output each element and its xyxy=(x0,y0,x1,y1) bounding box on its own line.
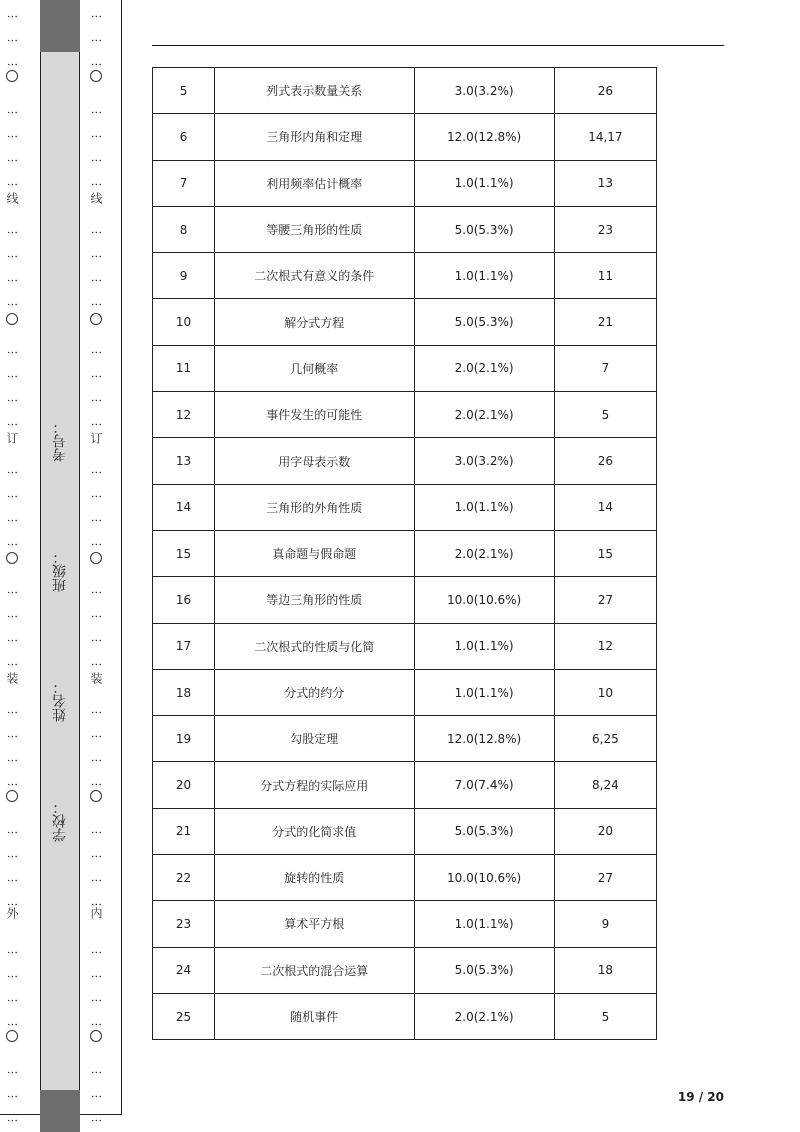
seal-dots: ⋮ xyxy=(90,298,103,310)
class-label: 班级： xyxy=(52,550,68,592)
row-number-cell: 5 xyxy=(153,68,215,114)
seal-dots: ⋮ xyxy=(90,250,103,262)
row-number-cell: 10 xyxy=(153,299,215,345)
item-numbers-cell: 15 xyxy=(554,530,656,576)
table-row xyxy=(153,530,657,576)
seal-dots: ⋮ xyxy=(90,490,103,502)
header-rule xyxy=(152,45,724,46)
seal-dots: ⋮ xyxy=(6,1114,19,1126)
table-row xyxy=(153,160,657,206)
seal-dots: ⋮ xyxy=(90,946,103,958)
score-cell: 2.0(2.1%) xyxy=(414,993,554,1039)
exam-number-field[interactable] xyxy=(40,352,80,462)
seal-char: 订 xyxy=(89,432,103,444)
seal-dots: ⋮ xyxy=(6,34,19,46)
seal-dots: ⋮ xyxy=(6,298,19,310)
row-number-cell: 20 xyxy=(153,762,215,808)
score-cell: 10.0(10.6%) xyxy=(414,577,554,623)
topic-cell: 用字母表示数 xyxy=(215,438,414,484)
seal-dots: ⋮ xyxy=(6,730,19,742)
score-cell: 2.0(2.1%) xyxy=(414,392,554,438)
seal-dots: ⋮ xyxy=(90,970,103,982)
row-number-cell: 24 xyxy=(153,947,215,993)
seal-dots: ⋮ xyxy=(6,610,19,622)
seal-char: 装 xyxy=(89,672,103,684)
row-number-cell: 8 xyxy=(153,206,215,252)
seal-dots: ⋮ xyxy=(6,946,19,958)
table-row xyxy=(153,762,657,808)
seal-char: 装 xyxy=(5,672,19,684)
seal-dots: ⋮ xyxy=(6,778,19,790)
score-cell: 5.0(5.3%) xyxy=(414,808,554,854)
table-row xyxy=(153,855,657,901)
topic-cell: 随机事件 xyxy=(215,993,414,1039)
seal-circle-icon xyxy=(90,313,102,325)
table-row xyxy=(153,623,657,669)
table-row xyxy=(153,253,657,299)
topic-cell: 算术平方根 xyxy=(215,901,414,947)
seal-dots: ⋮ xyxy=(6,250,19,262)
row-number-cell: 18 xyxy=(153,669,215,715)
seal-dots: ⋮ xyxy=(90,1114,103,1126)
row-number-cell: 12 xyxy=(153,392,215,438)
seal-circle-icon xyxy=(90,552,102,564)
seal-dots: ⋮ xyxy=(90,994,103,1006)
seal-char: 订 xyxy=(5,432,19,444)
score-cell: 1.0(1.1%) xyxy=(414,669,554,715)
table-row xyxy=(153,299,657,345)
seal-dots: ⋮ xyxy=(90,130,103,142)
seal-dots: ⋮ xyxy=(6,850,19,862)
topic-cell: 二次根式的混合运算 xyxy=(215,947,414,993)
table-row xyxy=(153,669,657,715)
seal-dots: ⋮ xyxy=(6,1018,19,1030)
seal-dots: ⋮ xyxy=(6,874,19,886)
score-cell: 3.0(3.2%) xyxy=(414,68,554,114)
seal-dots: ⋮ xyxy=(6,754,19,766)
seal-dots: ⋮ xyxy=(6,490,19,502)
topic-cell: 分式的约分 xyxy=(215,669,414,715)
topic-cell: 几何概率 xyxy=(215,345,414,391)
score-cell: 5.0(5.3%) xyxy=(414,299,554,345)
table-row xyxy=(153,901,657,947)
table-row xyxy=(153,993,657,1039)
seal-dots: ⋮ xyxy=(90,658,103,670)
table-row xyxy=(153,484,657,530)
item-numbers-cell: 9 xyxy=(554,901,656,947)
seal-dots: ⋮ xyxy=(90,34,103,46)
table-row xyxy=(153,114,657,160)
seal-dots: ⋮ xyxy=(90,226,103,238)
item-numbers-cell: 27 xyxy=(554,577,656,623)
seal-circle-icon xyxy=(6,313,18,325)
seal-dots: ⋮ xyxy=(6,466,19,478)
score-cell: 2.0(2.1%) xyxy=(414,530,554,576)
score-cell: 7.0(7.4%) xyxy=(414,762,554,808)
topic-cell: 等边三角形的性质 xyxy=(215,577,414,623)
seal-dots: ⋮ xyxy=(90,418,103,430)
seal-dots: ⋮ xyxy=(90,754,103,766)
row-number-cell: 21 xyxy=(153,808,215,854)
table-row xyxy=(153,808,657,854)
item-numbers-cell: 26 xyxy=(554,438,656,484)
row-number-cell: 23 xyxy=(153,901,215,947)
seal-dots: ⋮ xyxy=(6,898,19,910)
seal-dots: ⋮ xyxy=(90,538,103,550)
seal-dots: ⋮ xyxy=(90,1018,103,1030)
row-number-cell: 17 xyxy=(153,623,215,669)
row-number-cell: 15 xyxy=(153,530,215,576)
seal-dots: ⋮ xyxy=(6,346,19,358)
table-row xyxy=(153,577,657,623)
seal-circle-icon xyxy=(6,70,18,82)
item-numbers-cell: 18 xyxy=(554,947,656,993)
row-number-cell: 13 xyxy=(153,438,215,484)
table-row xyxy=(153,206,657,252)
topic-cell: 三角形内角和定理 xyxy=(215,114,414,160)
seal-dots: ⋮ xyxy=(90,826,103,838)
seal-circle-icon xyxy=(90,790,102,802)
topic-cell: 勾股定理 xyxy=(215,716,414,762)
table-row xyxy=(153,716,657,762)
table-row xyxy=(153,438,657,484)
item-numbers-cell: 5 xyxy=(554,392,656,438)
seal-dots: ⋮ xyxy=(6,1066,19,1078)
seal-dots: ⋮ xyxy=(90,466,103,478)
name-field[interactable] xyxy=(40,612,80,722)
row-number-cell: 25 xyxy=(153,993,215,1039)
seal-dots: ⋮ xyxy=(90,898,103,910)
binding-gray-block-top xyxy=(40,0,80,52)
topic-cell: 真命题与假命题 xyxy=(215,530,414,576)
topic-cell: 列式表示数量关系 xyxy=(215,68,414,114)
row-number-cell: 19 xyxy=(153,716,215,762)
seal-dots: ⋮ xyxy=(90,370,103,382)
item-numbers-cell: 11 xyxy=(554,253,656,299)
item-numbers-cell: 12 xyxy=(554,623,656,669)
item-numbers-cell: 27 xyxy=(554,855,656,901)
item-numbers-cell: 21 xyxy=(554,299,656,345)
page-number: 19 / 20 xyxy=(677,1090,724,1104)
score-cell: 1.0(1.1%) xyxy=(414,253,554,299)
score-cell: 12.0(12.8%) xyxy=(414,114,554,160)
seal-circle-icon xyxy=(6,552,18,564)
item-numbers-cell: 7 xyxy=(554,345,656,391)
seal-dots: ⋮ xyxy=(90,10,103,22)
seal-circle-icon xyxy=(6,1030,18,1042)
table-row xyxy=(153,392,657,438)
outer-seal-line xyxy=(0,0,24,1126)
row-number-cell: 14 xyxy=(153,484,215,530)
topic-cell: 二次根式有意义的条件 xyxy=(215,253,414,299)
seal-dots: ⋮ xyxy=(6,418,19,430)
seal-dots: ⋮ xyxy=(90,346,103,358)
seal-dots: ⋮ xyxy=(6,394,19,406)
seal-dots: ⋮ xyxy=(90,178,103,190)
table-row xyxy=(153,68,657,114)
seal-dots: ⋮ xyxy=(90,610,103,622)
topic-cell: 解分式方程 xyxy=(215,299,414,345)
score-cell: 1.0(1.1%) xyxy=(414,623,554,669)
score-cell: 12.0(12.8%) xyxy=(414,716,554,762)
class-field[interactable] xyxy=(40,482,80,592)
seal-dots: ⋮ xyxy=(6,706,19,718)
seal-circle-icon xyxy=(90,1030,102,1042)
seal-dots: ⋮ xyxy=(6,994,19,1006)
seal-char: 线 xyxy=(5,192,19,204)
item-numbers-cell: 26 xyxy=(554,68,656,114)
seal-dots: ⋮ xyxy=(90,706,103,718)
school-field[interactable] xyxy=(40,742,80,842)
seal-dots: ⋮ xyxy=(6,154,19,166)
row-number-cell: 16 xyxy=(153,577,215,623)
seal-char: 线 xyxy=(89,192,103,204)
item-numbers-cell: 20 xyxy=(554,808,656,854)
topic-cell: 旋转的性质 xyxy=(215,855,414,901)
item-numbers-cell: 14 xyxy=(554,484,656,530)
topic-cell: 等腰三角形的性质 xyxy=(215,206,414,252)
seal-dots: ⋮ xyxy=(90,634,103,646)
topic-cell: 分式的化简求值 xyxy=(215,808,414,854)
item-numbers-cell: 14,17 xyxy=(554,114,656,160)
seal-dots: ⋮ xyxy=(90,106,103,118)
score-cell: 1.0(1.1%) xyxy=(414,901,554,947)
seal-char: 外 xyxy=(5,907,19,919)
item-numbers-cell: 23 xyxy=(554,206,656,252)
seal-dots: ⋮ xyxy=(90,874,103,886)
seal-dots: ⋮ xyxy=(90,778,103,790)
seal-dots: ⋮ xyxy=(6,58,19,70)
seal-dots: ⋮ xyxy=(6,538,19,550)
row-number-cell: 6 xyxy=(153,114,215,160)
seal-dots: ⋮ xyxy=(6,10,19,22)
seal-circle-icon xyxy=(6,790,18,802)
seal-dots: ⋮ xyxy=(6,178,19,190)
item-numbers-cell: 8,24 xyxy=(554,762,656,808)
student-info-fields xyxy=(40,52,80,1090)
topic-cell: 事件发生的可能性 xyxy=(215,392,414,438)
binding-gray-block-bottom xyxy=(40,1090,80,1132)
item-numbers-cell: 10 xyxy=(554,669,656,715)
seal-dots: ⋮ xyxy=(90,1066,103,1078)
seal-dots: ⋮ xyxy=(6,514,19,526)
seal-dots: ⋮ xyxy=(6,1090,19,1102)
row-number-cell: 11 xyxy=(153,345,215,391)
score-cell: 1.0(1.1%) xyxy=(414,160,554,206)
row-number-cell: 22 xyxy=(153,855,215,901)
seal-dots: ⋮ xyxy=(90,514,103,526)
topic-cell: 利用频率估计概率 xyxy=(215,160,414,206)
table-row xyxy=(153,345,657,391)
seal-dots: ⋮ xyxy=(90,154,103,166)
seal-dots: ⋮ xyxy=(6,370,19,382)
item-numbers-cell: 6,25 xyxy=(554,716,656,762)
seal-dots: ⋮ xyxy=(6,586,19,598)
seal-char: 内 xyxy=(89,907,103,919)
score-cell: 5.0(5.3%) xyxy=(414,206,554,252)
score-cell: 2.0(2.1%) xyxy=(414,345,554,391)
topic-cell: 三角形的外角性质 xyxy=(215,484,414,530)
seal-dots: ⋮ xyxy=(90,586,103,598)
seal-dots: ⋮ xyxy=(6,274,19,286)
school-label: 学校： xyxy=(52,800,68,842)
seal-dots: ⋮ xyxy=(6,130,19,142)
seal-dots: ⋮ xyxy=(90,394,103,406)
seal-dots: ⋮ xyxy=(6,658,19,670)
seal-dots: ⋮ xyxy=(90,1090,103,1102)
seal-dots: ⋮ xyxy=(90,850,103,862)
score-cell: 10.0(10.6%) xyxy=(414,855,554,901)
topic-cell: 二次根式的性质与化简 xyxy=(215,623,414,669)
name-label: 姓名： xyxy=(52,680,68,722)
knowledge-point-table xyxy=(152,67,657,1040)
seal-dots: ⋮ xyxy=(6,970,19,982)
row-number-cell: 7 xyxy=(153,160,215,206)
row-number-cell: 9 xyxy=(153,253,215,299)
score-cell: 1.0(1.1%) xyxy=(414,484,554,530)
item-numbers-cell: 5 xyxy=(554,993,656,1039)
binding-margin xyxy=(0,0,122,1126)
seal-dots: ⋮ xyxy=(90,274,103,286)
seal-dots: ⋮ xyxy=(6,634,19,646)
seal-dots: ⋮ xyxy=(6,826,19,838)
item-numbers-cell: 13 xyxy=(554,160,656,206)
seal-dots: ⋮ xyxy=(6,226,19,238)
inner-seal-line xyxy=(84,0,108,1126)
seal-circle-icon xyxy=(90,70,102,82)
seal-dots: ⋮ xyxy=(6,106,19,118)
table-row xyxy=(153,947,657,993)
score-cell: 3.0(3.2%) xyxy=(414,438,554,484)
seal-dots: ⋮ xyxy=(90,58,103,70)
seal-dots: ⋮ xyxy=(90,730,103,742)
topic-cell: 分式方程的实际应用 xyxy=(215,762,414,808)
exam-number-label: 考号： xyxy=(52,420,68,462)
score-cell: 5.0(5.3%) xyxy=(414,947,554,993)
